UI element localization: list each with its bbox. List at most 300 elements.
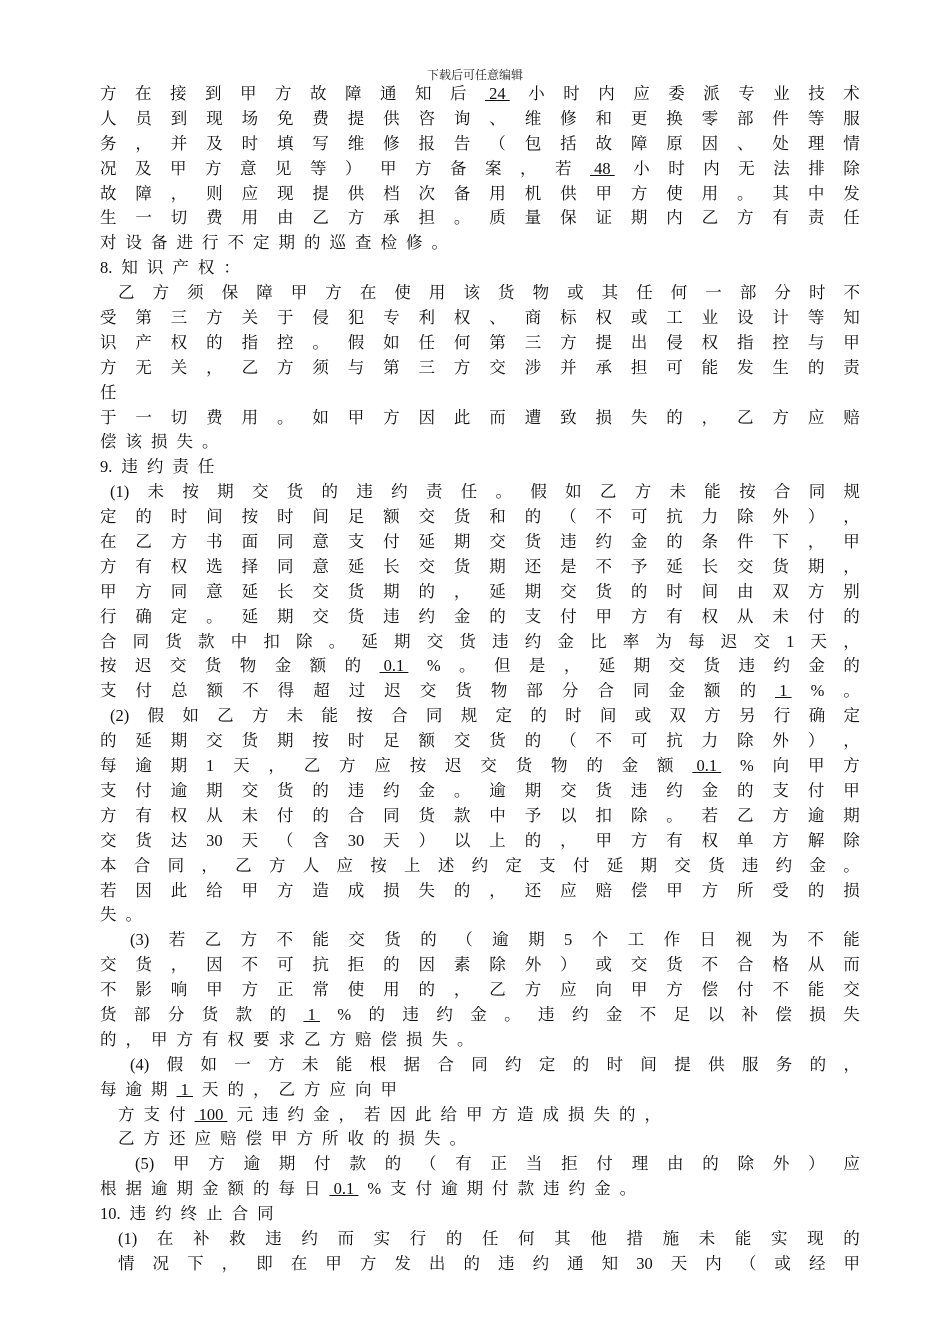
text-char: 咨 <box>418 108 436 128</box>
text-char: 货 <box>666 955 683 975</box>
text-line <box>100 182 860 207</box>
text-line <box>100 1202 860 1227</box>
text-char: 交 <box>418 556 436 576</box>
text-char: 货 <box>595 581 612 601</box>
text-char: 违 <box>738 656 755 676</box>
text-char: 因 <box>418 407 436 427</box>
text-char: 。 <box>843 681 860 701</box>
text-char: 方 <box>772 830 789 850</box>
text-char: 货 <box>135 955 152 975</box>
text-line <box>100 231 860 256</box>
text-char: 金 <box>621 756 639 776</box>
text-char: 行 <box>409 1228 427 1248</box>
text-char: 交 <box>489 532 506 552</box>
text-char: 。 <box>125 905 142 925</box>
text-char: 交 <box>100 830 117 850</box>
text-char: 以 <box>453 830 471 850</box>
text-char: 乙 <box>701 208 719 228</box>
text-char: 、 <box>489 308 506 328</box>
text-char: 权 <box>595 308 612 328</box>
text-char: 的 <box>304 233 321 253</box>
text-char: 期 <box>524 581 542 601</box>
text-char: 约 <box>383 780 400 800</box>
text-char: 拒 <box>561 1154 578 1174</box>
text-char: 应 <box>374 756 391 776</box>
text-char: 货 <box>201 1004 219 1024</box>
text-char: 分 <box>167 1004 185 1024</box>
text-char: 何 <box>453 332 471 352</box>
text-char: 交 <box>206 731 223 751</box>
text-char: 商 <box>524 308 542 328</box>
text-char: 物 <box>490 681 508 701</box>
text-line <box>100 928 860 953</box>
text-char: 延 <box>666 556 683 576</box>
text-line <box>100 654 860 679</box>
text-char: 金 <box>701 780 719 800</box>
text-char: 故 <box>310 84 327 103</box>
text-char: 对 <box>100 233 117 253</box>
text-char: 期 <box>170 731 188 751</box>
text-char: ， <box>843 1054 860 1074</box>
text-char: 扣 <box>263 631 280 651</box>
text-char: 除 <box>630 805 648 825</box>
text-char: 的 <box>227 1079 244 1099</box>
text-char: 按 <box>100 656 117 676</box>
text-char: 同 <box>808 482 826 502</box>
text-char: 除 <box>737 507 754 527</box>
text-char: 付 <box>383 532 400 552</box>
text-char: 件 <box>737 532 754 552</box>
text-char: 任 <box>197 457 215 477</box>
text-char: 成 <box>542 1104 559 1124</box>
text-char: 计 <box>772 308 789 328</box>
text-token: % <box>367 1179 382 1199</box>
text-char: 专 <box>383 308 400 328</box>
text-char: 所 <box>322 1129 339 1149</box>
text-char: 由 <box>737 581 754 601</box>
text-char: 违 <box>265 1228 282 1248</box>
text-char: 逾 <box>441 1179 458 1199</box>
text-token: 30 <box>206 830 223 850</box>
text-char: 第 <box>383 357 400 377</box>
text-char: 方 <box>135 581 152 601</box>
text-char: 有 <box>666 606 683 626</box>
text-char: 时 <box>347 731 365 751</box>
text-line <box>100 605 860 630</box>
text-line <box>100 1252 860 1277</box>
text-char: 在 <box>100 532 117 552</box>
text-char: 并 <box>170 133 188 153</box>
text-line <box>100 480 860 505</box>
text-token: % <box>426 656 441 676</box>
text-char: 障 <box>135 183 152 203</box>
text-char: 据 <box>403 1054 420 1074</box>
text-char: 同 <box>167 855 185 875</box>
text-char: 交 <box>312 606 329 626</box>
text-char: 知 <box>121 258 138 278</box>
text-char: 足 <box>383 731 400 751</box>
text-char: 未 <box>301 1054 319 1074</box>
text-char: 金 <box>809 855 826 875</box>
text-char: 外 <box>772 1154 790 1174</box>
text-char: 金 <box>202 1179 219 1199</box>
text-char: 条 <box>701 532 719 552</box>
text-char: 权 <box>701 332 719 352</box>
text-line <box>100 505 860 530</box>
text-char: 无 <box>135 357 152 377</box>
text-char: 接 <box>170 84 187 103</box>
text-char: 时 <box>170 507 188 527</box>
text-char: 损 <box>383 880 400 900</box>
text-char: 未 <box>147 482 165 502</box>
text-char: 上 <box>404 855 421 875</box>
text-char: 后 <box>450 84 467 103</box>
text-char: 查 <box>355 233 372 253</box>
text-char: 甲 <box>151 1029 168 1049</box>
text-char: ） <box>560 955 577 975</box>
text-char: 方 <box>415 158 432 178</box>
text-char: 造 <box>312 880 329 900</box>
text-char: 甲 <box>206 980 223 1000</box>
text-char: 双 <box>772 581 789 601</box>
text-char: 假 <box>147 706 165 726</box>
text-char: 与 <box>807 332 825 352</box>
text-char: 货 <box>455 681 472 701</box>
text-char: 支 <box>347 532 365 552</box>
text-char: 一 <box>135 407 152 427</box>
text-char: 下 <box>772 532 789 552</box>
text-char: 若 <box>701 805 719 825</box>
text-char: 方 <box>630 830 648 850</box>
filled-blank: 1 <box>303 1004 320 1024</box>
text-char: 天 <box>233 756 250 776</box>
text-char: 同 <box>471 1054 488 1074</box>
text-char: 方 <box>772 407 789 427</box>
text-char: 产 <box>135 332 152 352</box>
text-char: 物 <box>551 756 568 776</box>
text-char: 期 <box>453 532 471 552</box>
text-char: 赔 <box>220 1129 237 1149</box>
text-char: 设 <box>737 308 754 328</box>
text-char: 逾 <box>243 1154 261 1174</box>
text-char: （ <box>560 731 577 751</box>
text-char: ， <box>843 556 860 576</box>
text-char: 给 <box>206 880 223 900</box>
text-char: 控 <box>772 332 789 352</box>
text-char: 故 <box>100 183 117 203</box>
text-line <box>100 430 860 455</box>
text-token: 9. <box>100 457 113 477</box>
text-line <box>100 903 860 928</box>
text-char: 乙 <box>235 855 252 875</box>
text-char: 约 <box>287 1104 304 1124</box>
text-char: 此 <box>415 1104 432 1124</box>
text-char: 迟 <box>134 656 152 676</box>
text-char: 等 <box>310 158 327 178</box>
text-char: 业 <box>701 308 719 328</box>
text-char: 方 <box>100 84 117 103</box>
text-char: 用 <box>701 183 719 203</box>
text-char: 款 <box>198 631 215 651</box>
text-char: 期 <box>630 208 648 228</box>
text-char: 未 <box>669 482 686 502</box>
text-char: 延 <box>241 581 259 601</box>
text-char: 应 <box>633 84 650 103</box>
text-char: 确 <box>808 706 826 726</box>
text-char: 时 <box>808 283 826 303</box>
text-char: ， <box>520 158 537 178</box>
text-char: 分 <box>561 681 579 701</box>
text-char: 抗 <box>666 731 683 751</box>
text-line <box>100 679 860 704</box>
text-char: 乙 <box>278 1079 295 1099</box>
text-char: 。 <box>312 332 329 352</box>
text-char: 货 <box>489 731 506 751</box>
text-char: 但 <box>493 656 511 676</box>
text-char: 生 <box>772 357 789 377</box>
text-char: 本 <box>100 855 117 875</box>
text-char: 的 <box>702 1154 719 1174</box>
text-char: 除 <box>737 1154 755 1174</box>
text-char: 违 <box>402 1004 419 1024</box>
text-char: 货 <box>772 556 789 576</box>
text-char: 量 <box>524 208 542 228</box>
text-char: 期 <box>276 731 294 751</box>
text-char: 而 <box>843 955 860 975</box>
text-char: 不 <box>639 1004 657 1024</box>
text-char: 的 <box>100 1029 117 1049</box>
text-char: ， <box>170 183 188 203</box>
text-char: 含 <box>312 830 329 850</box>
text-char: 甲 <box>595 830 612 850</box>
text-token: (5) <box>135 1154 155 1174</box>
text-char: 、 <box>737 133 754 153</box>
text-char: 未 <box>286 706 304 726</box>
text-char: 视 <box>735 930 752 950</box>
text-char: 权 <box>170 332 188 352</box>
text-char: ， <box>125 1029 142 1049</box>
text-char: 约 <box>568 1179 586 1199</box>
text-char: 货 <box>347 606 365 626</box>
text-char: 款 <box>349 1154 366 1174</box>
text-char: 或 <box>595 955 612 975</box>
text-char: 在 <box>359 283 377 303</box>
text-char: 不 <box>843 283 860 303</box>
text-char: 的 <box>445 1228 463 1248</box>
text-char: 利 <box>418 308 436 328</box>
text-char: 双 <box>669 706 686 726</box>
text-char: 偿 <box>701 980 719 1000</box>
text-char: 侵 <box>312 308 329 328</box>
text-char: 责 <box>807 208 825 228</box>
text-char: 同 <box>425 706 443 726</box>
text-char: 货 <box>418 805 436 825</box>
text-char: ） <box>808 1154 825 1174</box>
text-char: 定 <box>495 706 513 726</box>
text-char: 设 <box>125 233 142 253</box>
text-char: 同 <box>276 532 294 552</box>
text-char: 方 <box>560 332 577 352</box>
text-char: 期 <box>151 1079 168 1099</box>
text-char: 何 <box>670 283 688 303</box>
text-char: 。 <box>206 606 223 626</box>
text-char: 力 <box>701 507 719 527</box>
text-char: 素 <box>453 955 471 975</box>
text-char: 与 <box>347 357 365 377</box>
text-char: 方 <box>296 1129 313 1149</box>
text-char: ： <box>223 258 240 278</box>
text-char: 因 <box>701 133 719 153</box>
text-char: 任 <box>460 482 478 502</box>
text-char: （ <box>420 1154 437 1174</box>
text-char: 由 <box>276 208 294 228</box>
text-char: 方 <box>268 1054 285 1074</box>
text-char: 从 <box>737 606 754 626</box>
text-char: 还 <box>169 1129 186 1149</box>
text-char: 除 <box>296 631 313 651</box>
text-char: ， <box>221 1253 239 1273</box>
text-char: 中 <box>807 183 825 203</box>
text-char: 受 <box>772 880 789 900</box>
text-char: 提 <box>347 108 365 128</box>
text-char: 括 <box>560 133 577 153</box>
text-char: 他 <box>590 1228 607 1248</box>
text-char: 当 <box>525 1154 543 1174</box>
text-char: 乙 <box>241 357 259 377</box>
text-char: 甲 <box>843 780 860 800</box>
text-char: 方 <box>275 84 292 103</box>
text-char: 违 <box>492 631 509 651</box>
text-char: 时 <box>563 84 580 103</box>
text-char: 的 <box>809 1054 827 1074</box>
text-line <box>100 978 860 1003</box>
text-char: 方 <box>807 581 825 601</box>
text-char: 可 <box>666 357 683 377</box>
text-char: 一 <box>135 208 152 228</box>
text-char: 修 <box>406 233 423 253</box>
text-char: 实 <box>373 1228 391 1248</box>
text-line <box>100 580 860 605</box>
text-line <box>100 82 860 107</box>
text-char: 以 <box>707 1004 725 1024</box>
text-char: 货 <box>276 780 294 800</box>
text-line <box>100 1103 860 1128</box>
text-line <box>100 455 860 480</box>
text-char: 可 <box>630 507 648 527</box>
text-char: 每 <box>100 1079 117 1099</box>
text-char: 中 <box>489 805 506 825</box>
text-char: 同 <box>132 631 150 651</box>
text-char: 方 <box>143 1129 160 1149</box>
text-char: 方 <box>276 357 294 377</box>
text-char: 款 <box>517 1179 535 1199</box>
text-char: 付 <box>737 980 754 1000</box>
text-char: 用 <box>241 208 259 228</box>
text-char: 有 <box>666 830 683 850</box>
text-char: 员 <box>135 108 152 128</box>
filled-blank: 1 <box>176 1079 193 1099</box>
text-char: 发 <box>394 1253 411 1273</box>
text-char: 甲 <box>271 1129 288 1149</box>
text-char: 能 <box>807 980 825 1000</box>
text-char: 除 <box>843 158 860 178</box>
text-token: % <box>337 1004 352 1024</box>
text-char: 按 <box>182 482 199 502</box>
text-char: 的 <box>321 482 339 502</box>
text-line <box>100 704 860 729</box>
text-char: 按 <box>739 482 756 502</box>
text-char: 违 <box>129 1204 147 1224</box>
text-char: 货 <box>100 1004 117 1024</box>
text-token: 1 <box>786 631 795 651</box>
text-char: 约 <box>571 1004 589 1024</box>
text-char: 期 <box>633 656 651 676</box>
text-char: 交 <box>418 507 436 527</box>
text-char: 乙 <box>204 930 222 950</box>
text-char: 意 <box>206 581 223 601</box>
text-char: 格 <box>772 955 789 975</box>
text-char: 的 <box>100 731 117 751</box>
text-char: 见 <box>275 158 292 178</box>
text-char: 货 <box>347 581 365 601</box>
text-line <box>100 256 860 281</box>
text-char: 天 <box>383 830 400 850</box>
text-char: 为 <box>655 631 672 651</box>
text-char: 期 <box>278 1154 296 1174</box>
text-line <box>100 779 860 804</box>
text-char: 收 <box>347 1129 364 1149</box>
text-char: 甲 <box>380 1079 397 1099</box>
text-char: 定 <box>253 233 270 253</box>
filled-blank: 24 <box>485 84 510 103</box>
text-char: 一 <box>234 1054 251 1074</box>
text-char: 处 <box>772 133 789 153</box>
text-char: 乙 <box>118 1129 135 1149</box>
text-char: 的 <box>253 1179 270 1199</box>
text-char: 付 <box>807 780 825 800</box>
text-char: 延 <box>418 532 436 552</box>
text-char: 任 <box>100 382 117 402</box>
text-char: 乙 <box>304 1029 321 1049</box>
text-char: 能 <box>335 1054 353 1074</box>
text-char: 应 <box>560 880 577 900</box>
text-char: 延 <box>241 606 259 626</box>
text-char: 的 <box>807 357 825 377</box>
text-char: 。 <box>449 1129 466 1149</box>
text-char: 向 <box>772 756 790 776</box>
text-char: 延 <box>361 631 378 651</box>
text-char: 货 <box>595 780 612 800</box>
text-char: 的 <box>630 581 648 601</box>
text-char: 犯 <box>347 308 365 328</box>
text-char: 现 <box>276 183 294 203</box>
text-char: 方 <box>118 1104 135 1124</box>
text-char: 支 <box>772 780 789 800</box>
text-line <box>100 281 860 306</box>
page-header: 下载后可任意编辑 <box>426 68 523 82</box>
text-char: 使 <box>666 183 683 203</box>
text-char: ） <box>418 830 436 850</box>
text-char: 时 <box>606 1054 624 1074</box>
text-char: 违 <box>741 855 759 875</box>
text-char: 权 <box>170 805 188 825</box>
text-char: 金 <box>557 631 574 651</box>
text-char: 的 <box>524 731 542 751</box>
text-char: 支 <box>524 606 542 626</box>
text-line <box>100 555 860 580</box>
text-char: 支 <box>100 681 117 701</box>
text-char: 交 <box>630 955 648 975</box>
